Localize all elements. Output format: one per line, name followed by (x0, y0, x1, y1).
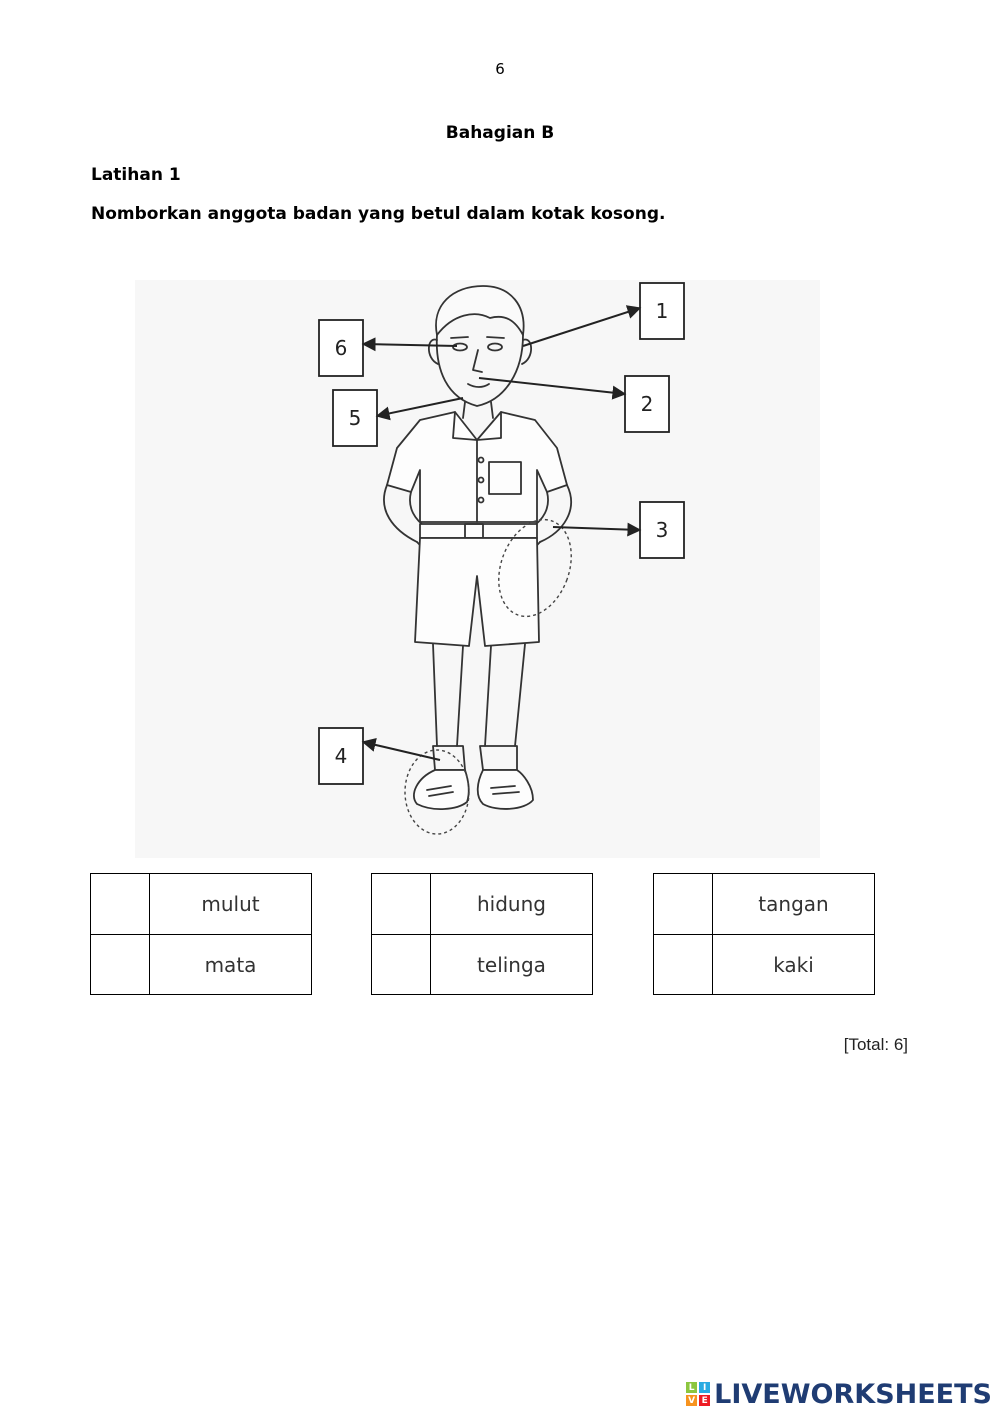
word-mulut: mulut (201, 892, 260, 916)
logo-cell: I (699, 1382, 710, 1393)
answer-box-telinga[interactable] (372, 935, 431, 995)
word-telinga: telinga (477, 953, 546, 977)
answer-box-mata[interactable] (91, 935, 150, 995)
logo-cell: E (699, 1395, 710, 1406)
word-hidung: hidung (477, 892, 546, 916)
body-parts-illustration (135, 280, 820, 858)
label-5: 5 (348, 406, 362, 430)
answer-box-tangan[interactable] (654, 874, 713, 934)
total-score: [Total: 6] (843, 1035, 908, 1054)
answer-row (654, 874, 874, 934)
liveworksheets-logo-icon (686, 1382, 710, 1406)
exercise-title: Latihan 1 (91, 165, 181, 185)
section-title: Bahagian B (445, 123, 555, 143)
boy-drawing (135, 280, 820, 858)
answer-row (372, 934, 592, 995)
logo-cell: L (686, 1382, 697, 1393)
label-6: 6 (334, 336, 348, 360)
label-2: 2 (640, 392, 654, 416)
watermark-text: LIVEWORKSHEETS (714, 1378, 992, 1410)
answer-row (91, 874, 311, 934)
label-4: 4 (334, 744, 348, 768)
answer-box-hidung[interactable] (372, 874, 431, 934)
label-3: 3 (655, 518, 669, 542)
answer-box-kaki[interactable] (654, 935, 713, 995)
word-tangan: tangan (758, 892, 829, 916)
word-kaki: kaki (773, 953, 814, 977)
answer-box-mulut[interactable] (91, 874, 150, 934)
answer-table-3 (653, 873, 875, 995)
instruction-text: Nomborkan anggota badan yang betul dalam kotak kosong. (91, 204, 666, 224)
answer-row (654, 934, 874, 995)
answer-table-2 (371, 873, 593, 995)
label-1: 1 (655, 299, 669, 323)
answer-row (372, 874, 592, 934)
answer-row (91, 934, 311, 995)
page-number: 6 (495, 60, 505, 78)
answer-table-1 (90, 873, 312, 995)
logo-cell: V (686, 1395, 697, 1406)
liveworksheets-watermark (686, 1379, 992, 1409)
word-mata: mata (204, 953, 257, 977)
